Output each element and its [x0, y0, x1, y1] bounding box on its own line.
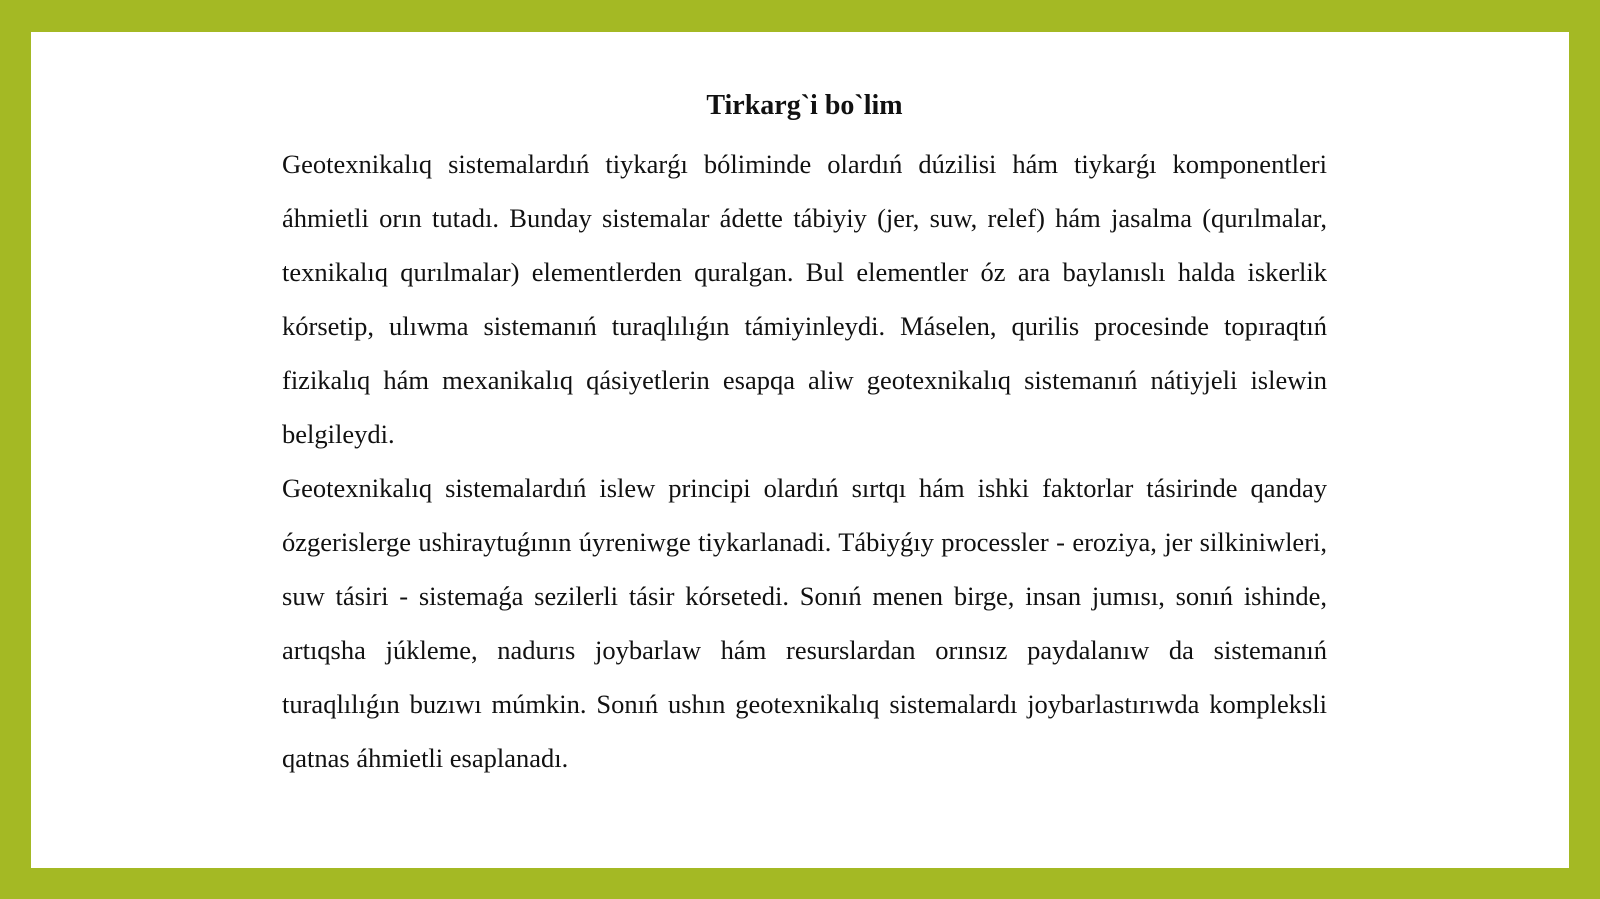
- slide-content: [282, 84, 1327, 785]
- slide-title: Tirkarg`i bo`lim: [706, 90, 903, 121]
- slide-page: [31, 32, 1569, 868]
- paragraph-principle: Geotexnikalıq sistemalardıń islew principi olardıń sırtqı hám ishki faktorlar tásirinde qanday ózgerislerge ushiraytuǵının úyreniwge tiykarlanadi. Tábiyǵıy processler - eroziya, jer silkiniwleri, suw tásiri - sistemaǵa sezilerli tásir kórsetedi. Sonıń menen birge, insan jumısı, sonıń ishinde, artıqsha júkleme, nadurıs joybarlaw hám resurslardan orınsız paydalanıw da sistemanıń turaqlılıǵın buzıwı múmkin. Sonıń ushın geotexnikalıq sistemalardı joybarlastırıwda kompleksli qatnas áhmietli esaplanadı.: [282, 473, 1327, 773]
- paragraph-structure: Geotexnikalıq sistemalardıń tiykarǵı bóliminde olardıń dúzilisi hám tiykarǵı komponentleri áhmietli orın tutadı. Bunday sistemalar ádette tábiyiy (jer, suw, relef) hám jasalma (qurılmalar, texnikalıq qurılmalar) elementlerden quralgan. Bul elementler óz ara baylanıslı halda iskerlik kórsetip, ulıwma sistemanıń turaqlılıǵın támiyinleydi. Máselen, qurilis procesinde topıraqtıń fizikalıq hám mexanikalıq qásiyetlerin esapqa aliw geotexnikalıq sistemanıń nátiyjeli islewin belgileydi.: [282, 149, 1327, 449]
